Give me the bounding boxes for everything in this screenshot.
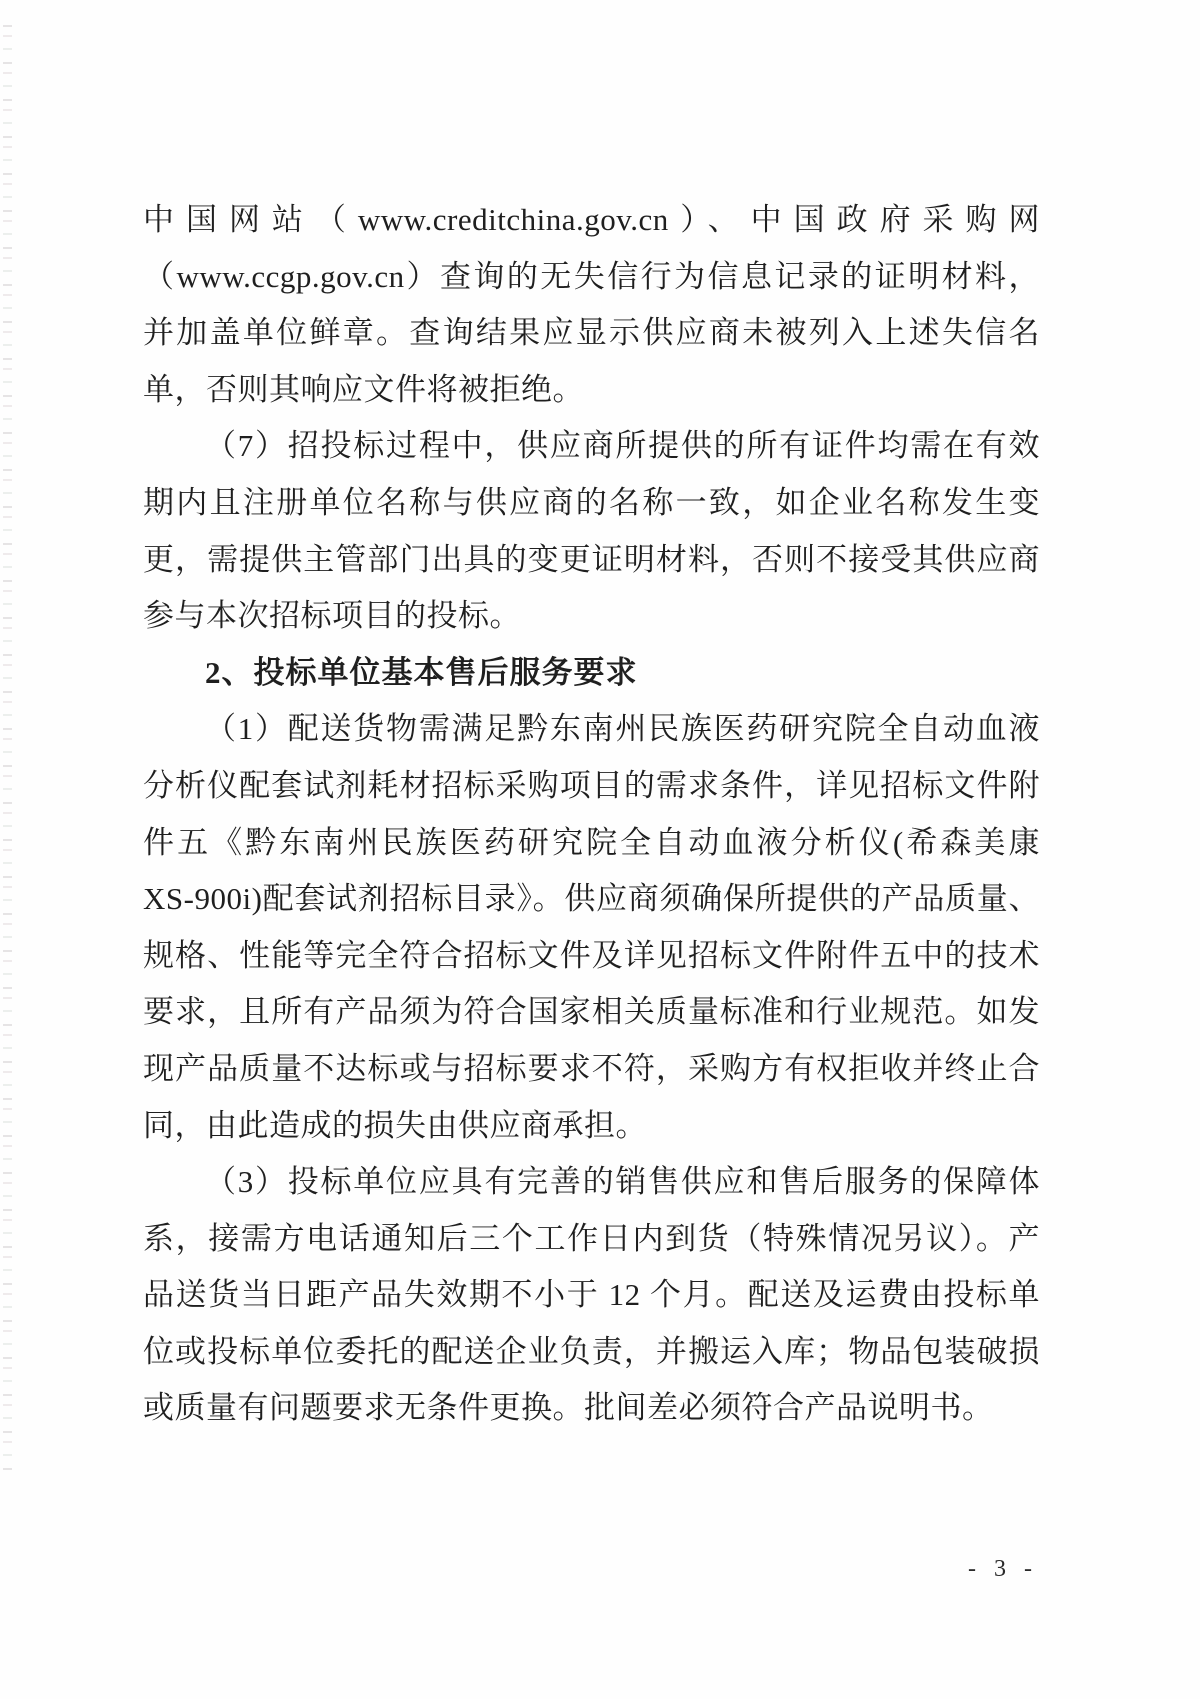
text-line-paragraph-start: （3）投标单位应具有完善的销售供应和售后服务的保障体 [205,1164,1040,1200]
text-line: 期内且注册单位名称与供应商的名称一致，如企业名称发生变 [143,484,1040,520]
text-line: 规格、性能等完全符合招标文件及详见招标文件附件五中的技术 [143,937,1040,973]
text-line: 同，由此造成的损失由供应商承担。 [143,1107,647,1143]
text-line: （www.ccgp.gov.cn）查询的无失信行为信息记录的证明材料， [143,258,1040,294]
text-line: 分析仪配套试剂耗材招标采购项目的需求条件，详见招标文件附 [143,767,1040,803]
text-line: XS-900i)配套试剂招标目录》。供应商须确保所提供的产品质量、 [143,881,1040,917]
text-line: 中国网站（www.creditchina.gov.cn）、中国政府采购网 [143,202,1040,237]
text-line-paragraph-start: （7）招投标过程中，供应商所提供的所有证件均需在有效 [205,428,1040,464]
page-number: - 3 - [968,1556,1038,1582]
text-line: 要求，且所有产品须为符合国家相关质量标准和行业规范。如发 [143,994,1040,1030]
text-line: 并加盖单位鲜章。查询结果应显示供应商未被列入上述失信名 [143,315,1040,351]
text-line: 参与本次招标项目的投标。 [143,598,521,634]
scan-artifact-strip [3,25,12,1475]
text-line-paragraph-start: （1）配送货物需满足黔东南州民族医药研究院全自动血液 [205,711,1040,747]
text-line: 品送货当日距产品失效期不小于 12 个月。配送及运费由投标单 [143,1277,1040,1313]
text-line: 件五《黔东南州民族医药研究院全自动血液分析仪(希森美康 [143,824,1040,860]
text-line: 单，否则其响应文件将被拒绝。 [143,371,584,407]
section-heading: 2、投标单位基本售后服务要求 [205,654,638,690]
document-text-block [143,192,1040,1437]
text-line: 或质量有问题要求无条件更换。批间差必须符合产品说明书。 [143,1390,994,1426]
text-line: 位或投标单位委托的配送企业负责，并搬运入库；物品包装破损 [143,1333,1040,1369]
text-line: 更，需提供主管部门出具的变更证明材料，否则不接受其供应商 [143,541,1040,577]
text-line: 现产品质量不达标或与招标要求不符，采购方有权拒收并终止合 [143,1050,1040,1086]
text-line: 系，接需方电话通知后三个工作日内到货（特殊情况另议）。产 [143,1220,1040,1256]
